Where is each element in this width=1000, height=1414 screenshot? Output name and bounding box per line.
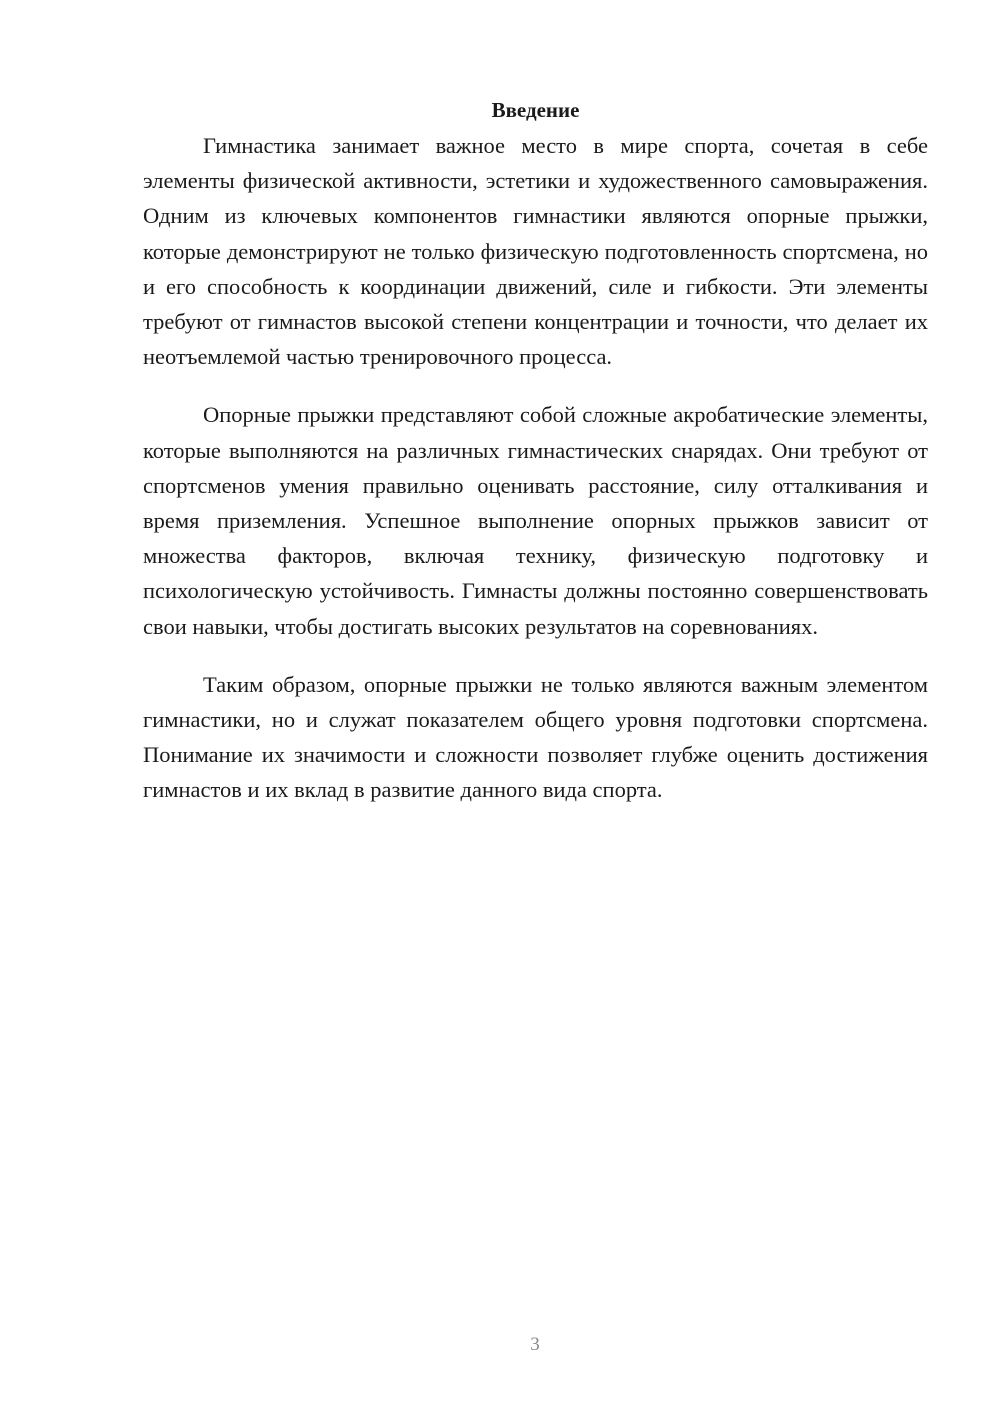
paragraph-2: Опорные прыжки представляют собой сложные акробатические элементы, которые выполняются на различных гимнастических снарядах. Они требуют от спортсменов умения правильно оценивать расстояние, силу отталкивания и время приземления. Успешное выполнение опорных прыжков зависит от множества факторов, включая технику, физическую подготовку и психологическую устойчивость. Гимнасты должны постоянно совершенствовать свои навыки, чтобы достигать высоких результатов на соревнованиях. (143, 402, 928, 639)
section-heading: Введение (491, 98, 580, 122)
paragraph-3: Таким образом, опорные прыжки не только являются важным элементом гимнастики, но и служат показателем общего уровня подготовки спортсмена. Понимание их значимости и сложности позволяет глубже оценить достижения гимнастов и их вклад в развитие данного вида спорта. (143, 671, 928, 803)
paragraph-1: Гимнастика занимает важное место в мире спорта, сочетая в себе элементы физической активности, эстетики и художественного самовыражения. Одним из ключевых компонентов гимнастики являются опорные прыжки, которые демонстрируют не только физическую подготовленность спортсмена, но и его способность к координации движений, силе и гибкости. Эти элементы требуют от гимнастов высокой степени концентрации и точности, что делает их неотъемлемой частью тренировочного процесса. (143, 133, 928, 370)
page-content (143, 93, 928, 808)
page-number: 3 (530, 1334, 540, 1355)
